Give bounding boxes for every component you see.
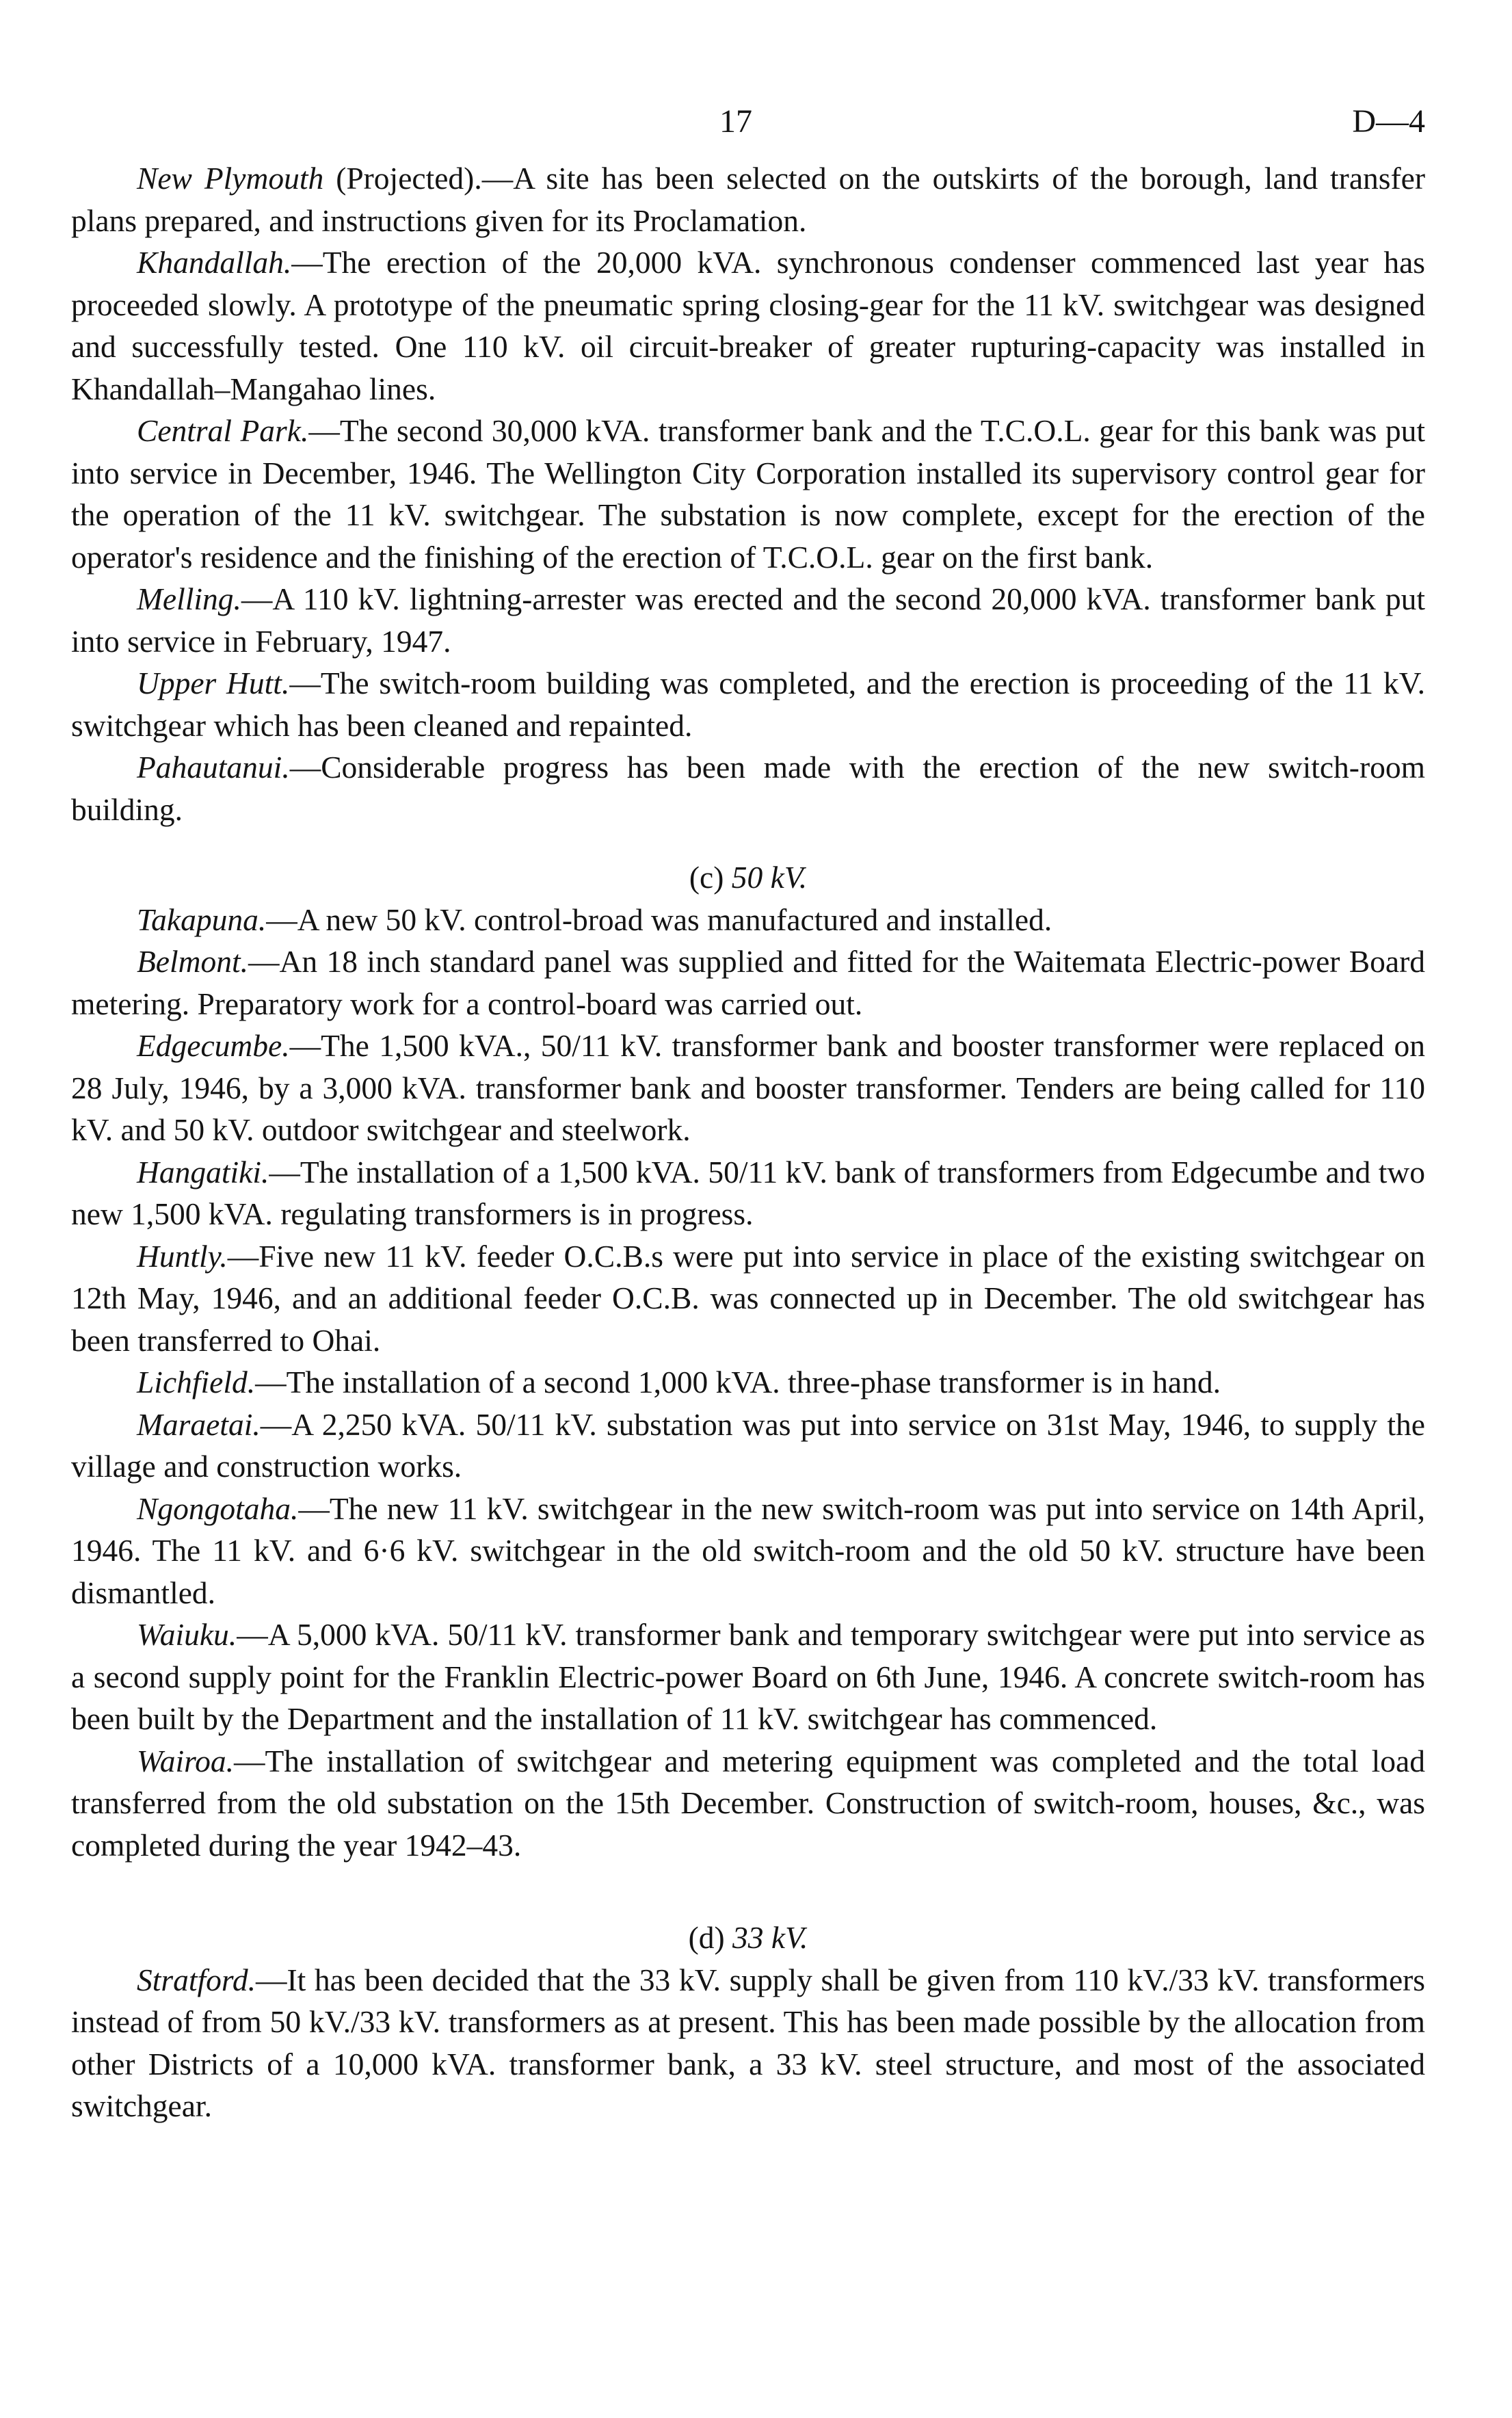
- document-page: [71, 103, 1425, 2127]
- place-name: Huntly.: [137, 1238, 228, 1274]
- place-name: Khandallah.: [137, 245, 292, 280]
- place-name: Central Park.: [137, 413, 309, 448]
- paragraph-belmont: [71, 941, 1425, 1025]
- section-voltage: 33 kV.: [732, 1920, 808, 1955]
- paragraph-text: —It has been decided that the 33 kV. supply shall be given from 110 kV./33 kV. transformers instead of from 50 kV./33 kV. transformers as at present. This has been made possible by the allocation from other Districts of a 10,000 kVA. transformer bank, a 33 kV. steel structure, and most of the associated switchgear.: [71, 1962, 1425, 2123]
- section-50kv: [71, 899, 1425, 1867]
- section-label: (c): [689, 860, 724, 895]
- place-name: Belmont.: [137, 944, 249, 979]
- paragraph-edgecumbe: [71, 1025, 1425, 1151]
- place-name: New Plymouth: [137, 161, 324, 196]
- spacer: [71, 1866, 1425, 1917]
- paragraph-text: —The 1,500 kVA., 50/11 kV. transformer bank and booster transformer were replaced on 28 July, 1946, by a 3,000 kVA. transformer bank and booster transformer. Tenders are being called for 110 kV. and 50 kV. outdoor switchgear and steelwork.: [71, 1028, 1425, 1147]
- place-name: Ngongotaha.: [137, 1490, 299, 1526]
- paragraph-text: —The installation of a 1,500 kVA. 50/11 kV. bank of transformers from Edgecumbe and two new 1,500 kVA. regulating transformers is in progress.: [71, 1154, 1425, 1231]
- paragraph-text: —A 2,250 kVA. 50/11 kV. substation was put into service on 31st May, 1946, to supply the village and construction works.: [71, 1406, 1425, 1484]
- paragraph-maraetai: [71, 1404, 1425, 1488]
- paragraph-waiuku: [71, 1614, 1425, 1740]
- paragraph-text: —The installation of switchgear and metering equipment was completed and the total load transferred from the old substation on the 15th December. Construction of switch-room, houses, &c., was completed during the year 1942–43.: [71, 1743, 1425, 1863]
- paragraph-hangatiki: [71, 1151, 1425, 1235]
- place-name: Takapuna.: [137, 902, 267, 937]
- paragraph-text: —A new 50 kV. control-broad was manufactured and installed.: [266, 902, 1052, 937]
- paragraph-text: —The new 11 kV. switchgear in the new switch-room was put into service on 14th April, 1946. The 11 kV. and 6·6 kV. switchgear in the old switch-room and the old 50 kV. structure have been dismantled.: [71, 1490, 1425, 1610]
- page-header: [71, 103, 1425, 157]
- spacer: [71, 830, 1425, 856]
- paragraph-huntly: [71, 1235, 1425, 1362]
- paragraph-text: —The erection of the 20,000 kVA. synchronous condenser commenced last year has proceeded slowly. A prototype of the pneumatic spring closing-gear for the 11 kV. switchgear was designed and successfully tested. One 110 kV. oil circuit-breaker of greater rupturing-capacity was installed in Khandallah–Mangahao lines.: [71, 245, 1425, 406]
- place-name: Lichfield.: [137, 1365, 256, 1399]
- place-name: Upper Hutt.: [137, 666, 290, 700]
- place-name: Stratford.: [137, 1962, 256, 1997]
- paragraph-text: (Projected).—A site has been selected on the outskirts of the borough, land transfer plans prepared, and instructions given for its Proclamation.: [71, 161, 1425, 238]
- section-heading-33kv: [71, 1917, 1425, 1959]
- paragraph-wairoa: [71, 1740, 1425, 1867]
- place-name: Melling.: [137, 581, 241, 616]
- paragraph-pahautanui: [71, 746, 1425, 830]
- paragraph-khandallah: [71, 241, 1425, 410]
- paragraph-text: —The second 30,000 kVA. transformer bank and the T.C.O.L. gear for this bank was put into service in December, 1946. The Wellington City Corporation installed its supervisory control gear for the operation of the 11 kV. switchgear. The substation is now complete, except for the erection of the operator's residence and the finishing of the erection of T.C.O.L. gear on the first bank.: [71, 413, 1425, 575]
- document-code: D—4: [1352, 103, 1425, 140]
- paragraph-stratford: [71, 1959, 1425, 2127]
- place-name: Pahautanui.: [137, 750, 290, 785]
- paragraph-text: —The installation of a second 1,000 kVA. three-phase transformer is in hand.: [255, 1365, 1221, 1399]
- section-110kv-continued: [71, 157, 1425, 830]
- paragraph-text: —A 110 kV. lightning-arrester was erected and the second 20,000 kVA. transformer bank put into service in February, 1947.: [71, 581, 1425, 659]
- place-name: Edgecumbe.: [137, 1028, 290, 1063]
- paragraph-text: —The switch-room building was completed, and the erection is proceeding of the 11 kV. switchgear which has been cleaned and repainted.: [71, 666, 1426, 743]
- paragraph-central-park: [71, 410, 1425, 578]
- paragraph-text: —A 5,000 kVA. 50/11 kV. transformer bank and temporary switchgear were put into service as a second supply point for the Franklin Electric-power Board on 6th June, 1946. A concrete switch-room has been built by the Department and the installation of 11 kV. switchgear has commenced.: [71, 1617, 1425, 1736]
- paragraph-upper-hutt: [71, 662, 1425, 746]
- place-name: Maraetai.: [137, 1406, 261, 1442]
- paragraph-melling: [71, 578, 1425, 662]
- section-label: (d): [688, 1920, 725, 1955]
- paragraph-text: —Considerable progress has been made with the erection of the new switch-room building.: [71, 750, 1425, 827]
- place-name: Hangatiki.: [137, 1154, 269, 1190]
- section-heading-50kv: [71, 856, 1425, 899]
- paragraph-takapuna: [71, 899, 1425, 941]
- place-name: Waiuku.: [137, 1617, 237, 1652]
- page-number: 17: [719, 103, 752, 140]
- paragraph-ngongotaha: [71, 1488, 1425, 1614]
- place-name: Wairoa.: [137, 1743, 235, 1778]
- paragraph-text: —Five new 11 kV. feeder O.C.B.s were put into service in place of the existing switchgear on 12th May, 1946, and an additional feeder O.C.B. was connected up in December. The old switchgear has been transferred to Ohai.: [71, 1238, 1425, 1358]
- section-voltage: 50 kV.: [731, 860, 808, 895]
- paragraph-new-plymouth: [71, 157, 1425, 241]
- section-33kv: [71, 1959, 1425, 2127]
- paragraph-lichfield: [71, 1361, 1425, 1404]
- paragraph-text: —An 18 inch standard panel was supplied and fitted for the Waitemata Electric-power Board metering. Preparatory work for a control-board was carried out.: [71, 944, 1425, 1021]
